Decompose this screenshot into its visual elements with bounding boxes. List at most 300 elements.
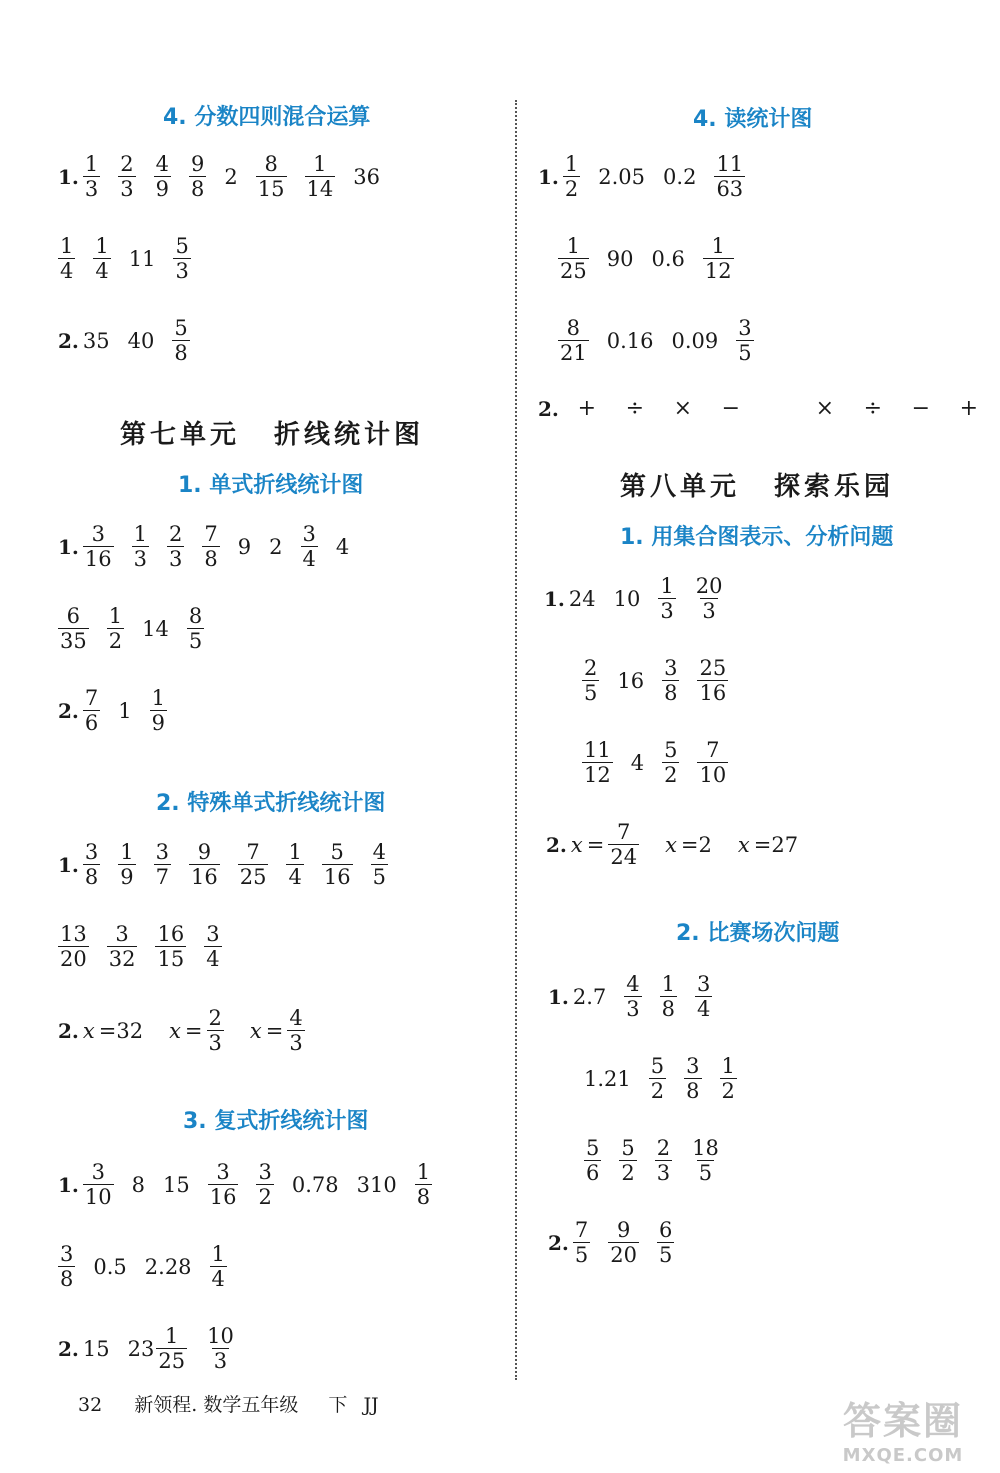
answer-row (58, 922, 240, 971)
unit-seven-title: 第七单元 (120, 420, 241, 450)
answer-row (582, 738, 746, 787)
denominator: 5 (188, 629, 203, 653)
denominator: 35 (60, 629, 87, 653)
fraction (256, 152, 287, 201)
numerator: 4 (626, 972, 640, 996)
answer-row (548, 972, 730, 1021)
numerator: 4 (155, 152, 170, 176)
denominator: 15 (257, 177, 285, 201)
numerator: 2 (656, 1136, 671, 1160)
question-number: 2. (538, 396, 559, 421)
numerator: 9 (197, 840, 212, 864)
numerator: 3 (697, 972, 711, 996)
numerator: 6 (659, 1218, 673, 1242)
fraction (720, 1054, 737, 1103)
page-number: 32 (78, 1394, 103, 1416)
book-title: 新领程. 数学五年级 (134, 1394, 299, 1416)
numerator: 1 (416, 1160, 431, 1184)
watermark-logo: 答案圈 (842, 1399, 963, 1443)
fraction (173, 234, 190, 283)
numerator: 20 (695, 574, 723, 598)
denominator: 10 (84, 1185, 112, 1209)
answer-value: 310 (356, 1172, 397, 1197)
variable: x (737, 832, 750, 857)
equals-sign: = (680, 832, 699, 857)
denominator: 14 (306, 177, 334, 201)
answer-row (58, 840, 406, 889)
unit-seven-heading (120, 414, 424, 451)
fraction (107, 922, 138, 971)
numerator: 7 (706, 738, 720, 762)
denominator: 8 (686, 1079, 700, 1103)
mixed-number (128, 1324, 187, 1373)
question-number: 1. (548, 984, 569, 1009)
denominator: 8 (191, 177, 205, 201)
equation (571, 820, 639, 869)
question-number: 1. (58, 164, 79, 189)
fraction (58, 234, 75, 283)
denominator: 7 (155, 865, 170, 889)
equals-sign: = (753, 832, 772, 857)
answer-row (558, 316, 772, 365)
whole-part: 23 (127, 1336, 155, 1361)
numerator: 1 (84, 152, 99, 176)
fraction (694, 574, 725, 623)
fraction (624, 972, 641, 1021)
fraction (657, 1218, 674, 1267)
numerator: 1 (151, 686, 166, 710)
numerator: 8 (566, 316, 581, 340)
denominator: 16 (191, 865, 218, 889)
fraction (582, 656, 599, 705)
denominator: 6 (84, 711, 99, 735)
numerator: 5 (650, 1054, 665, 1078)
fraction (563, 152, 580, 201)
numerator: 3 (115, 922, 129, 946)
numerator: 7 (204, 522, 218, 546)
volume-label: 下 (328, 1394, 348, 1416)
numerator: 1 (661, 972, 676, 996)
numerator: 1 (211, 1242, 225, 1266)
fraction (697, 738, 728, 787)
fraction (154, 840, 171, 889)
equation-value: 32 (116, 1018, 144, 1043)
fraction (415, 1160, 432, 1209)
answer-value: 0.09 (671, 328, 719, 353)
denominator: 16 (699, 681, 727, 705)
answer-row (58, 1006, 331, 1055)
answer-value: 0.78 (291, 1172, 339, 1197)
question-number: 1. (544, 586, 565, 611)
denominator: 5 (584, 681, 598, 705)
variable: x (249, 1018, 262, 1043)
fraction (238, 840, 269, 889)
operator-row (538, 396, 993, 421)
denominator: 3 (84, 177, 99, 201)
fraction (167, 522, 184, 571)
edition-label: JJ (363, 1394, 379, 1416)
fraction (205, 1324, 236, 1373)
variable: x (169, 1018, 181, 1043)
denominator: 32 (108, 947, 136, 971)
denominator: 25 (560, 259, 587, 283)
answer-value: 14 (142, 616, 169, 641)
section-title-match-count: 2. 比赛场次问题 (676, 921, 840, 946)
numerator: 2 (208, 1006, 222, 1030)
answer-row (558, 234, 752, 283)
fraction (287, 1006, 304, 1055)
denominator: 25 (158, 1349, 186, 1373)
denominator: 3 (702, 599, 716, 623)
operator-symbol: × (673, 396, 693, 421)
numerator: 1 (566, 234, 581, 258)
answer-value: 1 (118, 698, 132, 723)
numerator: 2 (120, 152, 134, 176)
numerator: 9 (616, 1218, 631, 1242)
fraction (608, 820, 639, 869)
answer-value: 4 (335, 534, 350, 559)
numerator: 7 (84, 686, 99, 710)
fraction (660, 972, 677, 1021)
denominator: 8 (60, 1267, 74, 1291)
denominator: 25 (239, 865, 267, 889)
fraction (695, 972, 712, 1021)
numerator: 3 (664, 656, 678, 680)
numerator: 5 (586, 1136, 600, 1160)
denominator: 3 (133, 547, 147, 571)
fraction (649, 1054, 666, 1103)
denominator: 3 (120, 177, 134, 201)
section-title-special-line-chart: 2. 特殊单式折线统计图 (156, 791, 386, 816)
numerator: 5 (621, 1136, 635, 1160)
fraction (256, 1160, 273, 1209)
fraction (58, 604, 89, 653)
watermark (818, 1390, 988, 1466)
fraction (210, 1242, 227, 1291)
denominator: 20 (60, 947, 87, 971)
section-title-set-diagrams: 1. 用集合图表示、分析问题 (620, 525, 894, 550)
denominator: 2 (108, 629, 123, 653)
numerator: 3 (155, 840, 170, 864)
numerator: 11 (584, 738, 611, 762)
denominator: 2 (721, 1079, 735, 1103)
answer-row (58, 1160, 450, 1209)
fraction (189, 152, 206, 201)
answer-value: 8 (131, 1172, 145, 1197)
numerator: 1 (95, 234, 109, 258)
fraction (132, 522, 149, 571)
denominator: 3 (626, 997, 640, 1021)
operator-symbol: ÷ (625, 396, 645, 421)
numerator: 1 (133, 522, 147, 546)
fraction (558, 234, 589, 283)
fraction (107, 604, 124, 653)
numerator: 7 (574, 1218, 589, 1242)
equation (169, 1006, 224, 1055)
numerator: 3 (302, 522, 316, 546)
numerator: 11 (716, 152, 744, 176)
numerator: 2 (169, 522, 183, 546)
operator-symbol: − (721, 396, 741, 421)
section-title-compound-line-chart: 3. 复式折线统计图 (183, 1109, 369, 1134)
numerator: 3 (91, 522, 105, 546)
fraction (118, 152, 135, 201)
equals-sign: = (184, 1018, 203, 1043)
operator-symbol: × (815, 396, 835, 421)
answer-value: 2 (269, 534, 283, 559)
answer-row (582, 656, 746, 705)
equals-sign: = (265, 1018, 284, 1043)
denominator: 15 (157, 947, 185, 971)
answer-row (58, 1242, 245, 1291)
denominator: 3 (660, 599, 674, 623)
numerator: 3 (686, 1054, 700, 1078)
unit-eight-subtitle: 探索乐园 (774, 472, 895, 502)
numerator: 4 (372, 840, 386, 864)
denominator: 12 (584, 763, 611, 787)
answer-row (538, 152, 763, 201)
numerator: 25 (699, 656, 727, 680)
section-title-mixed-operations: 4. 分数四则混合运算 (163, 105, 371, 130)
denominator: 4 (206, 947, 220, 971)
fraction (371, 840, 388, 889)
fraction (93, 234, 110, 283)
fraction (58, 1242, 75, 1291)
denominator: 4 (697, 997, 711, 1021)
numerator: 8 (188, 604, 203, 628)
equation-value: 2 (698, 832, 712, 857)
answer-value: 2 (224, 164, 238, 189)
answer-value: 16 (617, 668, 645, 693)
numerator: 3 (84, 840, 99, 864)
answer-value: 0.5 (93, 1254, 127, 1279)
denominator: 8 (174, 341, 188, 365)
numerator: 3 (206, 922, 220, 946)
denominator: 16 (209, 1185, 237, 1209)
question-number: 1. (58, 534, 79, 559)
denominator: 5 (698, 1161, 713, 1185)
fraction (573, 1218, 590, 1267)
operator-symbol: ÷ (863, 396, 883, 421)
numerator: 3 (91, 1160, 105, 1184)
operator-symbol: + (959, 396, 979, 421)
denominator: 3 (169, 547, 183, 571)
answer-row (58, 686, 185, 735)
answer-value: 4 (630, 750, 645, 775)
equals-sign: = (98, 1018, 117, 1043)
fraction (608, 1218, 639, 1267)
fraction (83, 686, 100, 735)
fraction (83, 1160, 114, 1209)
fraction (703, 234, 734, 283)
answer-value: 2.05 (598, 164, 646, 189)
answer-row (58, 1324, 254, 1373)
fraction (118, 840, 135, 889)
denominator: 10 (699, 763, 727, 787)
fraction (286, 840, 303, 889)
denominator: 3 (656, 1161, 671, 1185)
answer-row (58, 522, 367, 571)
numerator: 4 (289, 1006, 303, 1030)
denominator: 2 (621, 1161, 635, 1185)
denominator: 4 (95, 259, 109, 283)
answer-value: 2.28 (144, 1254, 192, 1279)
fraction (172, 316, 189, 365)
numerator: 3 (216, 1160, 230, 1184)
fraction (662, 738, 679, 787)
equation (738, 833, 798, 857)
numerator: 18 (692, 1136, 719, 1160)
variable: x (82, 1018, 95, 1043)
fraction (736, 316, 753, 365)
fraction (558, 316, 589, 365)
equation (250, 1006, 305, 1055)
fraction (322, 840, 353, 889)
numerator: 16 (157, 922, 185, 946)
numerator: 2 (584, 656, 598, 680)
fraction (658, 574, 675, 623)
denominator: 3 (175, 259, 189, 283)
numerator: 1 (165, 1324, 179, 1348)
denominator: 8 (661, 997, 676, 1021)
question-number: 2. (58, 328, 79, 353)
numerator: 3 (738, 316, 752, 340)
fraction (58, 922, 89, 971)
denominator: 4 (211, 1267, 225, 1291)
denominator: 8 (84, 865, 99, 889)
equation-value: 27 (771, 832, 799, 857)
fraction (655, 1136, 672, 1185)
section-title-read-charts: 4. 读统计图 (693, 107, 813, 132)
fraction (189, 840, 220, 889)
denominator: 3 (213, 1349, 228, 1373)
numerator: 5 (330, 840, 344, 864)
fraction (584, 1136, 601, 1185)
unit-eight-title: 第八单元 (620, 472, 741, 502)
numerator: 5 (174, 316, 188, 340)
watermark-url: MXQE.COM (842, 1445, 964, 1466)
numerator: 1 (711, 234, 725, 258)
answer-value: 2.7 (572, 984, 607, 1009)
fraction (204, 922, 221, 971)
fraction (582, 738, 613, 787)
page-footer (78, 1390, 389, 1417)
unit-eight-heading (620, 466, 894, 503)
equation (83, 1019, 143, 1043)
answer-value: 9 (237, 534, 252, 559)
numerator: 1 (313, 152, 327, 176)
fraction (684, 1054, 701, 1103)
numerator: 8 (264, 152, 278, 176)
denominator: 9 (120, 865, 134, 889)
fraction (83, 152, 100, 201)
denominator: 20 (610, 1243, 637, 1267)
fraction (662, 656, 679, 705)
answer-value: 10 (613, 586, 641, 611)
denominator: 2 (564, 177, 579, 201)
denominator: 6 (586, 1161, 600, 1185)
answer-row (548, 1218, 692, 1267)
denominator: 3 (208, 1031, 222, 1055)
denominator: 16 (323, 865, 351, 889)
denominator: 2 (650, 1079, 665, 1103)
answer-value: 36 (353, 164, 380, 189)
denominator: 8 (664, 681, 678, 705)
answer-value: 1.21 (584, 1066, 631, 1091)
denominator: 8 (204, 547, 218, 571)
numerator: 10 (207, 1324, 234, 1348)
question-number: 2. (58, 1336, 79, 1361)
fraction (714, 152, 745, 201)
fraction (305, 152, 336, 201)
denominator: 9 (151, 711, 166, 735)
numerator: 1 (721, 1054, 735, 1078)
unit-seven-subtitle: 折线统计图 (274, 420, 425, 450)
denominator: 8 (416, 1185, 431, 1209)
denominator: 2 (258, 1185, 272, 1209)
denominator: 5 (574, 1243, 589, 1267)
numerator: 1 (108, 604, 123, 628)
numerator: 3 (60, 1242, 74, 1266)
fraction (208, 1160, 239, 1209)
fraction (154, 152, 171, 201)
question-number: 1. (58, 1172, 79, 1197)
numerator: 1 (564, 152, 579, 176)
column-divider (515, 100, 517, 1380)
numerator: 7 (246, 840, 260, 864)
numerator: 5 (175, 234, 189, 258)
answer-row (584, 1136, 739, 1185)
answer-value: 0.6 (651, 246, 685, 271)
denominator: 16 (84, 547, 112, 571)
fraction (202, 522, 219, 571)
fraction (187, 604, 204, 653)
fraction (690, 1136, 721, 1185)
numerator: 3 (258, 1160, 272, 1184)
denominator: 24 (610, 845, 638, 869)
question-number: 2. (546, 832, 567, 857)
denominator: 21 (560, 341, 587, 365)
numerator: 1 (660, 574, 674, 598)
answer-value: 0.16 (606, 328, 654, 353)
question-number: 2. (58, 1018, 79, 1043)
answer-value: 90 (606, 246, 634, 271)
fraction (207, 1006, 224, 1055)
numerator: 1 (120, 840, 134, 864)
numerator: 1 (60, 234, 74, 258)
denominator: 4 (302, 547, 316, 571)
denominator: 4 (288, 865, 302, 889)
numerator: 5 (664, 738, 678, 762)
equals-sign: = (586, 832, 605, 857)
operator-symbol: + (577, 396, 597, 421)
answer-value: 0.2 (663, 164, 697, 189)
denominator: 4 (60, 259, 74, 283)
fraction (83, 840, 100, 889)
numerator: 13 (60, 922, 87, 946)
denominator: 5 (372, 865, 386, 889)
answer-value: 40 (127, 328, 155, 353)
equation (665, 833, 712, 857)
numerator: 6 (66, 604, 81, 628)
denominator: 3 (289, 1031, 303, 1055)
fraction (83, 522, 114, 571)
answer-value: 24 (568, 586, 596, 611)
answer-row (584, 1054, 755, 1103)
denominator: 12 (704, 259, 732, 283)
answer-value: 15 (163, 1172, 190, 1197)
fraction (156, 1324, 187, 1373)
